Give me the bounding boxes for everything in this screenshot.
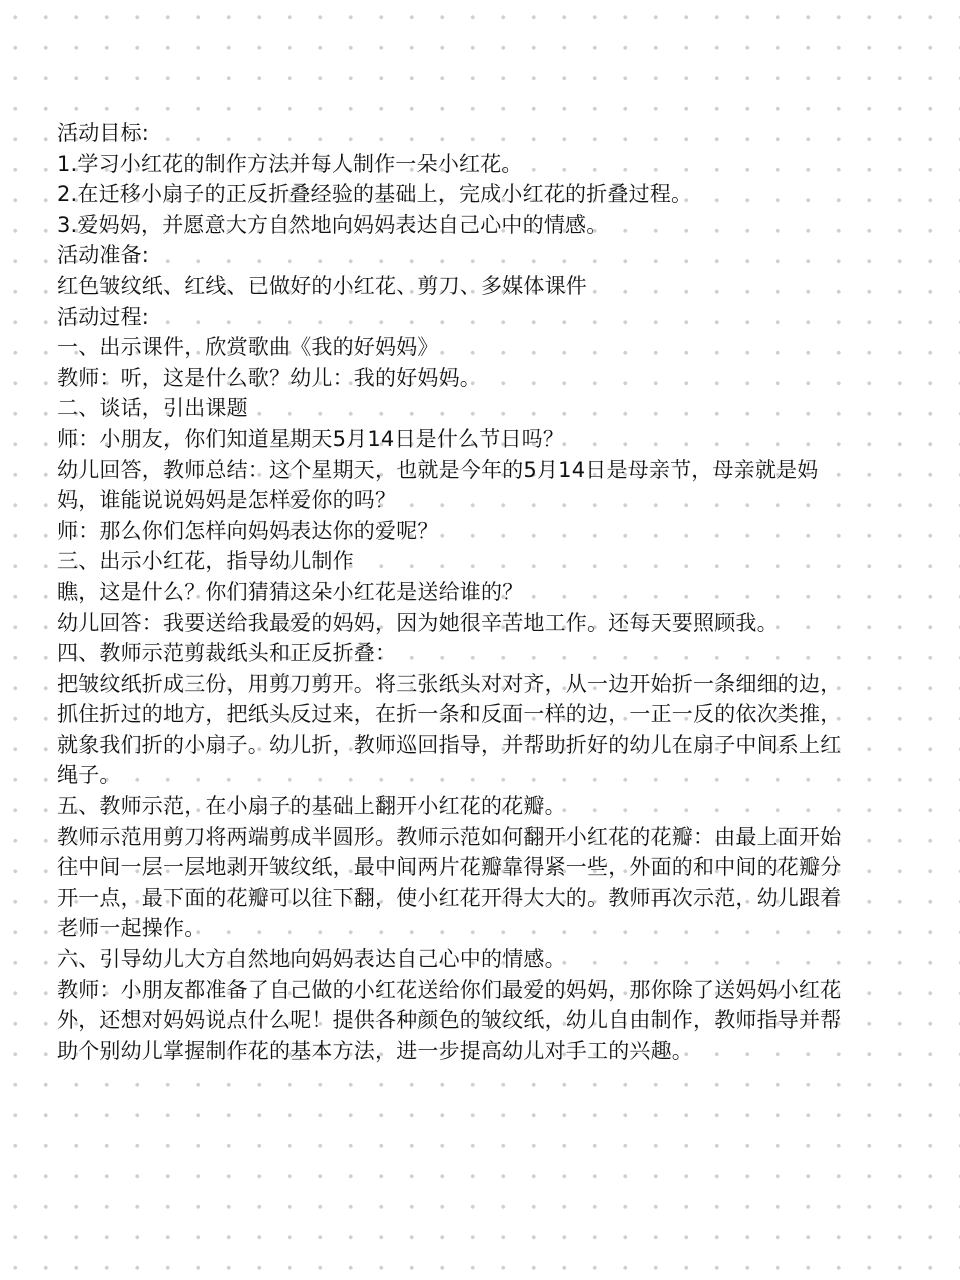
step-5-body-line-4: 老师一起操作。 bbox=[57, 916, 206, 941]
step-5-body-line-1: 教师示范用剪刀将两端剪成半圆形。教师示范如何翻开小红花的花瓣：由最上面开始 bbox=[57, 824, 842, 849]
lesson-plan-document bbox=[57, 118, 887, 1066]
step-2-followup: 师：那么你们怎样向妈妈表达你的爱呢？ bbox=[57, 518, 439, 543]
step-4-body-line-3: 就象我们折的小扇子。幼儿折，教师巡回指导，并帮助折好的幼儿在扇子中间系上红 bbox=[57, 732, 842, 757]
step-2-question: 师：小朋友，你们知道星期天5月14日是什么节日吗？ bbox=[57, 426, 565, 451]
step-6-body-line-2: 外，还想对妈妈说点什么呢！提供各种颜色的皱纹纸，幼儿自由制作，教师指导并帮 bbox=[57, 1008, 842, 1033]
step-3-question: 瞧，这是什么？你们猜猜这朵小红花是送给谁的？ bbox=[57, 579, 524, 604]
heading-activity-process: 活动过程: bbox=[57, 304, 150, 329]
step-1-dialogue: 教师：听，这是什么歌？幼儿：我的好妈妈。 bbox=[57, 365, 481, 390]
step-6-body-line-3: 助个别幼儿掌握制作花的基本方法，进一步提高幼儿对手工的兴趣。 bbox=[57, 1038, 693, 1063]
step-3-title: 三、出示小红花，指导幼儿制作 bbox=[57, 549, 354, 574]
step-5-body-line-3: 开一点，最下面的花瓣可以往下翻，使小红花开得大大的。教师再次示范，幼儿跟着 bbox=[57, 885, 842, 910]
step-6-title: 六、引导幼儿大方自然地向妈妈表达自己心中的情感。 bbox=[57, 947, 566, 972]
heading-activity-goals: 活动目标: bbox=[57, 121, 150, 145]
step-2-summary-line-1: 幼儿回答，教师总结：这个星期天，也就是今年的5月14日是母亲节，母亲就是妈 bbox=[57, 457, 819, 482]
step-4-title: 四、教师示范剪裁纸头和正反折叠： bbox=[57, 641, 397, 666]
preparation-materials: 红色皱纹纸、红线、已做好的小红花、剪刀、多媒体课件 bbox=[57, 273, 587, 298]
step-3-answer: 幼儿回答：我要送给我最爱的妈妈，因为她很辛苦地工作。还每天要照顾我。 bbox=[57, 610, 778, 635]
step-4-body-line-4: 绳子。 bbox=[57, 763, 121, 788]
step-1-title: 一、出示课件，欣赏歌曲《我的好妈妈》 bbox=[57, 335, 439, 360]
step-5-title: 五、教师示范，在小扇子的基础上翻开小红花的花瓣。 bbox=[57, 794, 566, 819]
goal-item-2: 2.在迁移小扇子的正反折叠经验的基础上，完成小红花的折叠过程。 bbox=[57, 182, 693, 207]
step-4-body-line-1: 把皱纹纸折成三份，用剪刀剪开。将三张纸头对对齐，从一边开始折一条细细的边， bbox=[57, 671, 842, 696]
heading-activity-preparation: 活动准备: bbox=[57, 243, 150, 268]
step-5-body-line-2: 往中间一层一层地剥开皱纹纸，最中间两片花瓣靠得紧一些，外面的和中间的花瓣分 bbox=[57, 855, 842, 880]
step-2-summary-line-2: 妈，谁能说说妈妈是怎样爱你的吗？ bbox=[57, 488, 397, 513]
goal-item-3: 3.爱妈妈，并愿意大方自然地向妈妈表达自己心中的情感。 bbox=[57, 212, 608, 237]
step-2-title: 二、谈话，引出课题 bbox=[57, 396, 248, 421]
step-6-body-line-1: 教师：小朋友都准备了自己做的小红花送给你们最爱的妈妈，那你除了送妈妈小红花 bbox=[57, 977, 842, 1002]
step-4-body-line-2: 抓住折过的地方，把纸头反过来，在折一条和反面一样的边，一正一反的依次类推， bbox=[57, 702, 842, 727]
goal-item-1: 1.学习小红花的制作方法并每人制作一朵小红花。 bbox=[57, 151, 523, 176]
